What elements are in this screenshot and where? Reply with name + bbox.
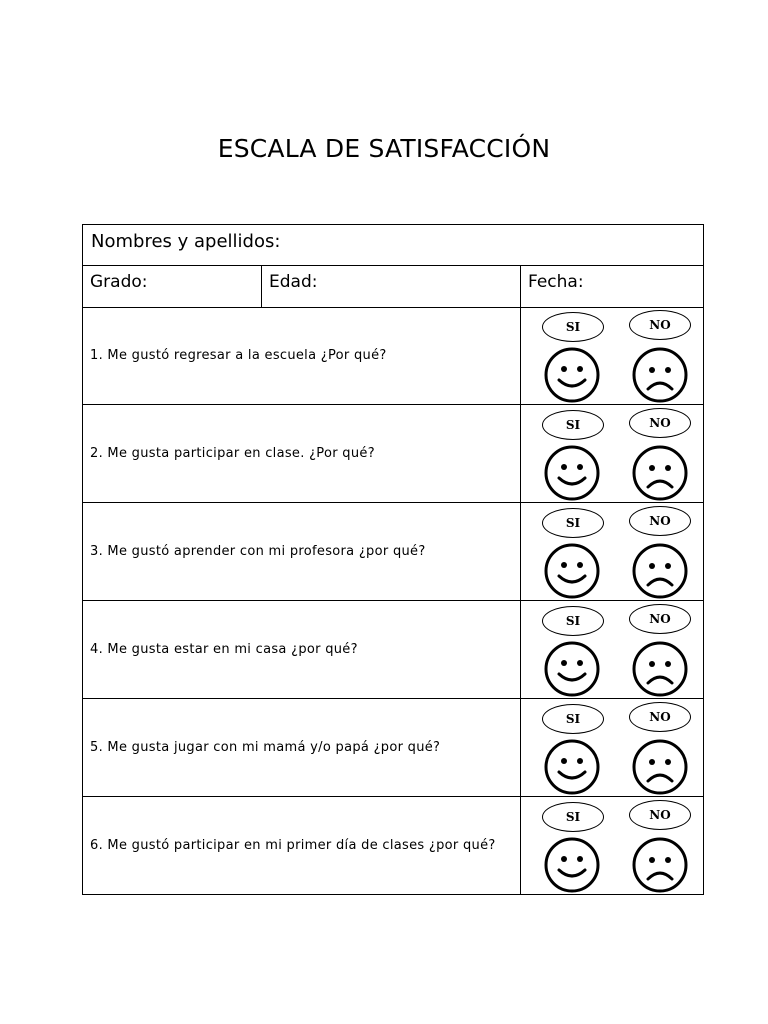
divider <box>520 601 521 698</box>
question-row <box>82 307 704 405</box>
divider <box>520 797 521 894</box>
happy-face-icon[interactable] <box>544 347 600 403</box>
sad-face-icon[interactable] <box>632 739 688 795</box>
yes-button[interactable]: SI <box>542 312 604 342</box>
info-row <box>82 265 704 308</box>
names-field[interactable] <box>82 224 704 266</box>
no-button[interactable]: NO <box>629 800 691 830</box>
sad-face-icon[interactable] <box>632 445 688 501</box>
divider <box>520 307 521 404</box>
question-text: 4. Me gusta estar en mi casa ¿por qué? <box>90 642 358 657</box>
sad-face-icon[interactable] <box>632 543 688 599</box>
date-label: Fecha: <box>528 272 584 292</box>
no-button[interactable]: NO <box>629 506 691 536</box>
divider <box>520 503 521 600</box>
no-button[interactable]: NO <box>629 310 691 340</box>
question-row <box>82 699 704 797</box>
no-button[interactable]: NO <box>629 604 691 634</box>
yes-button[interactable]: SI <box>542 606 604 636</box>
question-text: 3. Me gustó aprender con mi profesora ¿por qué? <box>90 544 426 559</box>
yes-button[interactable]: SI <box>542 704 604 734</box>
question-row <box>82 797 704 895</box>
happy-face-icon[interactable] <box>544 641 600 697</box>
grade-field[interactable] <box>83 266 261 307</box>
date-field[interactable] <box>521 266 703 307</box>
names-label: Nombres y apellidos: <box>91 231 281 252</box>
question-row <box>82 405 704 503</box>
question-text: 2. Me gusta participar en clase. ¿Por qué? <box>90 446 375 461</box>
question-row <box>82 601 704 699</box>
happy-face-icon[interactable] <box>544 739 600 795</box>
no-button[interactable]: NO <box>629 702 691 732</box>
sad-face-icon[interactable] <box>632 837 688 893</box>
question-row <box>82 503 704 601</box>
yes-button[interactable]: SI <box>542 410 604 440</box>
yes-button[interactable]: SI <box>542 802 604 832</box>
divider <box>520 699 521 796</box>
happy-face-icon[interactable] <box>544 445 600 501</box>
happy-face-icon[interactable] <box>544 543 600 599</box>
grade-label: Grado: <box>90 272 148 292</box>
sad-face-icon[interactable] <box>632 641 688 697</box>
age-field[interactable] <box>262 266 520 307</box>
age-label: Edad: <box>269 272 318 292</box>
no-button[interactable]: NO <box>629 408 691 438</box>
question-text: 1. Me gustó regresar a la escuela ¿Por qué? <box>90 348 387 363</box>
divider <box>520 405 521 502</box>
happy-face-icon[interactable] <box>544 837 600 893</box>
yes-button[interactable]: SI <box>542 508 604 538</box>
question-text: 5. Me gusta jugar con mi mamá y/o papá ¿por qué? <box>90 740 441 755</box>
questions-list <box>82 307 704 895</box>
question-text: 6. Me gustó participar en mi primer día de clases ¿por qué? <box>90 838 496 853</box>
page-title: ESCALA DE SATISFACCIÓN <box>217 134 551 163</box>
sad-face-icon[interactable] <box>632 347 688 403</box>
